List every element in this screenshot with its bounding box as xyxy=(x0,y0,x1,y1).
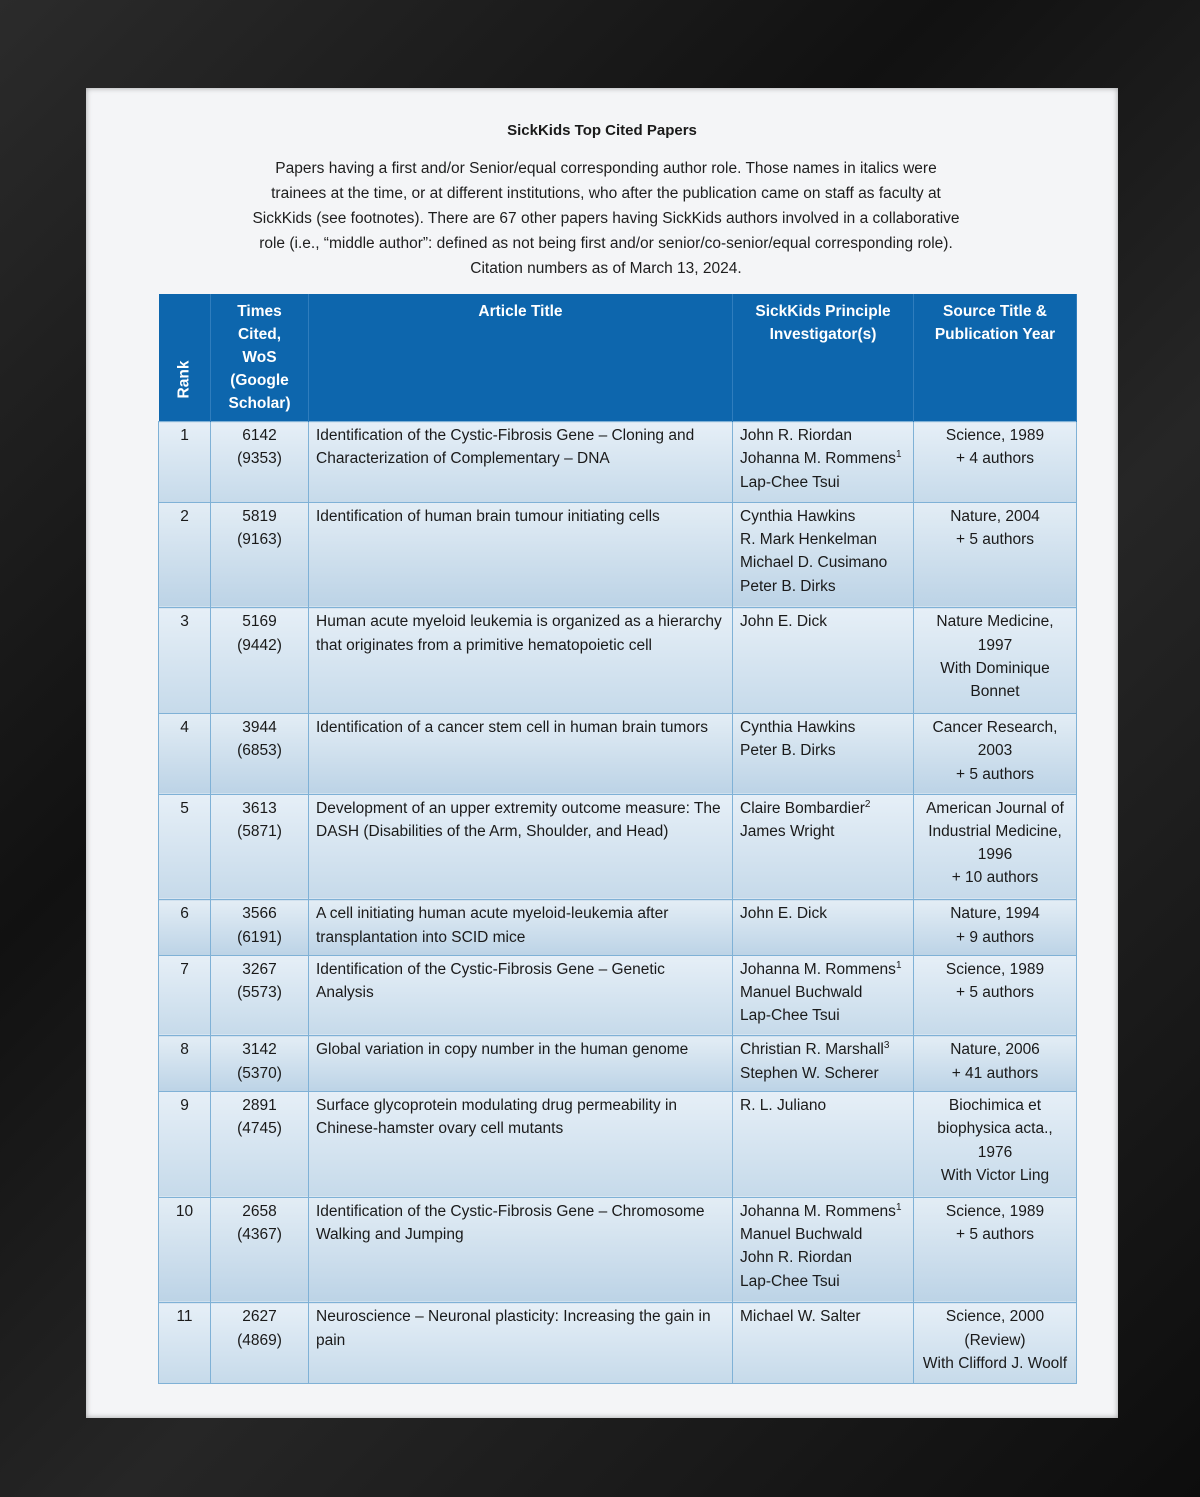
source-line: Biochimica et biophysica acta., 1976 xyxy=(937,1096,1053,1161)
rank-cell: 3 xyxy=(159,608,211,714)
wos-count: 3944 xyxy=(242,718,277,736)
article-title-cell: Identification of the Cystic-Fibrosis Gene – Chromosome Walking and Jumping xyxy=(309,1197,733,1303)
google-scholar-count: (5370) xyxy=(237,1064,282,1082)
table-row xyxy=(159,1197,1077,1303)
table-body xyxy=(159,422,1077,1384)
source-line: Science, 2000 xyxy=(945,1308,1045,1326)
table-row xyxy=(159,502,1077,608)
rank-cell: 5 xyxy=(159,794,211,900)
article-title-cell: Neuroscience – Neuronal plasticity: Increasing the gain in pain xyxy=(309,1303,733,1384)
table-row xyxy=(159,1091,1077,1197)
times-cited-cell xyxy=(211,713,309,794)
investigator-name: Christian R. Marshall$^3$ xyxy=(740,1040,890,1059)
investigator-name: John R. Riordan xyxy=(740,1249,853,1267)
article-title-cell: Surface glycoprotein modulating drug permeability in Chinese-hamster ovary cell mutants xyxy=(309,1091,733,1197)
rank-cell: 2 xyxy=(159,502,211,608)
times-cited-cell xyxy=(211,1091,309,1197)
times-cited-cell xyxy=(211,900,309,956)
wos-count: 3267 xyxy=(242,960,277,978)
intro-line: SickKids (see footnotes). There are 67 other papers having SickKids authors involved in a collaborative xyxy=(252,210,960,227)
source-line: Science, 1989 xyxy=(945,427,1045,444)
source-line: (Review) xyxy=(964,1331,1026,1349)
google-scholar-count: (4869) xyxy=(237,1331,282,1349)
investigators-cell xyxy=(733,1036,914,1092)
times-cited-cell xyxy=(211,1197,309,1303)
source-line: + 9 authors xyxy=(956,928,1034,946)
investigators-cell xyxy=(733,713,914,794)
source-line: With Dominique Bonnet xyxy=(940,659,1050,701)
investigator-name: R. Mark Henkelman xyxy=(740,530,877,548)
source-line: With Clifford J. Woolf xyxy=(922,1354,1068,1372)
google-scholar-count: (9163) xyxy=(237,530,282,548)
table-row xyxy=(159,955,1077,1036)
investigator-name: Lap-Chee Tsui xyxy=(740,1272,840,1290)
investigators-cell xyxy=(733,608,914,714)
investigator-name: Michael W. Salter xyxy=(740,1308,861,1326)
investigators-cell xyxy=(733,1091,914,1197)
source-line: Nature Medicine, 1997 xyxy=(936,613,1054,654)
article-title-cell: Identification of the Cystic-Fibrosis Gene – Cloning and Characterization of Complementary – DNA xyxy=(309,422,733,503)
times-cited-cell xyxy=(211,502,309,608)
source-cell xyxy=(914,900,1077,956)
source-cell xyxy=(914,955,1077,1036)
intro-line: trainees at the time, or at different institutions, who after the publication came on staff as faculty at xyxy=(271,185,941,202)
investigator-name: Lap-Chee Tsui xyxy=(740,1007,840,1025)
article-title-cell: Development of an upper extremity outcome measure: The DASH (Disabilities of the Arm, Shoulder, and Head) xyxy=(309,794,733,900)
google-scholar-count: (6191) xyxy=(237,928,282,946)
investigator-name: Peter B. Dirks xyxy=(740,577,836,595)
header-principal-investigators: SickKids Principle Investigator(s) xyxy=(733,294,914,422)
google-scholar-count: (5871) xyxy=(237,822,282,840)
source-cell xyxy=(914,422,1077,503)
google-scholar-count: (9353) xyxy=(237,450,282,468)
document-sheet xyxy=(86,88,1118,1418)
rank-cell: 11 xyxy=(159,1303,211,1384)
investigators-cell xyxy=(733,955,914,1036)
source-line: Science, 1989 xyxy=(945,960,1045,978)
footnote-marker: 1 xyxy=(895,449,902,461)
source-cell xyxy=(914,794,1077,900)
intro-line: role (i.e., “middle author”: defined as not being first and/or senior/co-senior/equal corresponding role). xyxy=(259,235,953,252)
wos-count: 3566 xyxy=(242,905,277,923)
table-row xyxy=(159,422,1077,503)
header-source-title: Source Title & Publication Year xyxy=(914,294,1077,422)
wos-count: 2627 xyxy=(242,1308,277,1326)
source-cell xyxy=(914,1197,1077,1303)
source-cell xyxy=(914,502,1077,608)
rank-cell: 8 xyxy=(159,1036,211,1092)
times-cited-cell xyxy=(211,1303,309,1384)
investigator-name: Cynthia Hawkins xyxy=(740,507,856,525)
investigator-name: R. L. Juliano xyxy=(740,1096,827,1114)
article-title-cell: Identification of human brain tumour initiating cells xyxy=(309,502,733,608)
investigator-name: Manuel Buchwald xyxy=(740,1225,863,1243)
times-cited-cell xyxy=(211,955,309,1036)
google-scholar-count: (4745) xyxy=(237,1120,282,1138)
source-cell xyxy=(914,1036,1077,1092)
footnote-marker: 2 xyxy=(864,798,871,810)
investigators-cell xyxy=(733,1303,914,1384)
source-line: Nature, 2004 xyxy=(950,507,1040,525)
source-line: Cancer Research, 2003 xyxy=(932,718,1058,760)
article-title-cell: Human acute myeloid leukemia is organized as a hierarchy that originates from a primitive hematopoietic cell xyxy=(309,608,733,714)
document-title: SickKids Top Cited Papers xyxy=(507,122,697,139)
investigator-name: Stephen W. Scherer xyxy=(740,1064,879,1082)
citations-table xyxy=(158,294,1077,1384)
source-line: Nature, 2006 xyxy=(950,1041,1040,1059)
wos-count: 2658 xyxy=(242,1202,277,1220)
rank-cell: 4 xyxy=(159,713,211,794)
times-cited-cell xyxy=(211,794,309,900)
times-cited-cell xyxy=(211,422,309,503)
source-line: With Victor Ling xyxy=(940,1166,1050,1184)
investigator-name: Cynthia Hawkins xyxy=(740,718,856,736)
source-cell xyxy=(914,1091,1077,1197)
rank-cell: 6 xyxy=(159,900,211,956)
google-scholar-count: (9442) xyxy=(237,636,282,654)
footnote-marker: 3 xyxy=(883,1040,890,1052)
source-line: + 5 authors xyxy=(956,530,1034,548)
investigator-name: Claire Bombardier$^2$ xyxy=(740,798,871,817)
wos-count: 3613 xyxy=(242,799,277,817)
investigator-name: John E. Dick xyxy=(740,905,828,923)
times-cited-cell xyxy=(211,1036,309,1092)
investigator-name: John E. Dick xyxy=(740,613,828,631)
article-title-cell: Identification of the Cystic-Fibrosis Gene – Genetic Analysis xyxy=(309,955,733,1036)
google-scholar-count: (4367) xyxy=(237,1225,282,1243)
intro-line: Papers having a first and/or Senior/equal corresponding author role. Those names in italics were xyxy=(275,160,937,177)
wos-count: 6142 xyxy=(242,427,277,444)
google-scholar-count: (6853) xyxy=(237,742,282,760)
investigator-name: Manuel Buchwald xyxy=(740,984,863,1002)
wos-count: 5169 xyxy=(242,613,277,631)
footnote-marker: 1 xyxy=(895,959,902,971)
source-line: + 5 authors xyxy=(956,984,1034,1002)
rank-cell: 10 xyxy=(159,1197,211,1303)
rank-cell: 1 xyxy=(159,422,211,503)
source-line: + 5 authors xyxy=(956,1225,1034,1243)
table-row xyxy=(159,900,1077,956)
intro-paragraph xyxy=(186,156,1026,281)
investigators-cell xyxy=(733,1197,914,1303)
intro-line: Citation numbers as of March 13, 2024. xyxy=(470,260,742,277)
investigator-name: Peter B. Dirks xyxy=(740,742,836,760)
table-row xyxy=(159,713,1077,794)
investigator-name: Johanna M. Rommens$^1$ xyxy=(740,449,902,468)
header-article-title: Article Title xyxy=(309,294,733,422)
investigators-cell xyxy=(733,794,914,900)
source-line: American Journal of Industrial Medicine, 1996 xyxy=(926,799,1064,864)
investigators-cell xyxy=(733,900,914,956)
table-header-row xyxy=(159,294,1077,422)
table-row xyxy=(159,1036,1077,1092)
article-title-cell: A cell initiating human acute myeloid-leukemia after transplantation into SCID mice xyxy=(309,900,733,956)
table-row xyxy=(159,1303,1077,1384)
source-cell xyxy=(914,608,1077,714)
source-line: Science, 1989 xyxy=(945,1202,1045,1220)
investigator-name: Lap-Chee Tsui xyxy=(740,473,840,491)
wos-count: 5819 xyxy=(242,507,277,525)
times-cited-cell xyxy=(211,608,309,714)
google-scholar-count: (5573) xyxy=(237,984,282,1002)
article-title-cell: Identification of a cancer stem cell in human brain tumors xyxy=(309,713,733,794)
header-times-cited: Times Cited, WoS (Google Scholar) xyxy=(211,294,309,422)
header-rank: Rank xyxy=(159,294,211,422)
investigator-name: James Wright xyxy=(740,822,835,840)
source-cell xyxy=(914,1303,1077,1384)
source-line: + 4 authors xyxy=(956,450,1034,468)
investigators-cell xyxy=(733,502,914,608)
investigators-cell xyxy=(733,422,914,503)
source-line: Nature, 1994 xyxy=(950,905,1040,923)
article-title-cell: Global variation in copy number in the human genome xyxy=(309,1036,733,1092)
table-row xyxy=(159,794,1077,900)
investigator-name: Johanna M. Rommens$^1$ xyxy=(740,1201,902,1220)
source-line: + 5 authors xyxy=(956,765,1034,783)
rank-cell: 9 xyxy=(159,1091,211,1197)
table-row xyxy=(159,608,1077,714)
wos-count: 2891 xyxy=(242,1096,277,1114)
footnote-marker: 1 xyxy=(895,1201,902,1213)
source-line: + 41 authors xyxy=(951,1064,1039,1082)
wos-count: 3142 xyxy=(242,1041,277,1059)
source-line: + 10 authors xyxy=(951,869,1039,887)
investigator-name: Michael D. Cusimano xyxy=(740,554,888,572)
investigator-name: Johanna M. Rommens$^1$ xyxy=(740,959,902,978)
source-cell xyxy=(914,713,1077,794)
investigator-name: John R. Riordan xyxy=(740,427,853,444)
rank-cell: 7 xyxy=(159,955,211,1036)
